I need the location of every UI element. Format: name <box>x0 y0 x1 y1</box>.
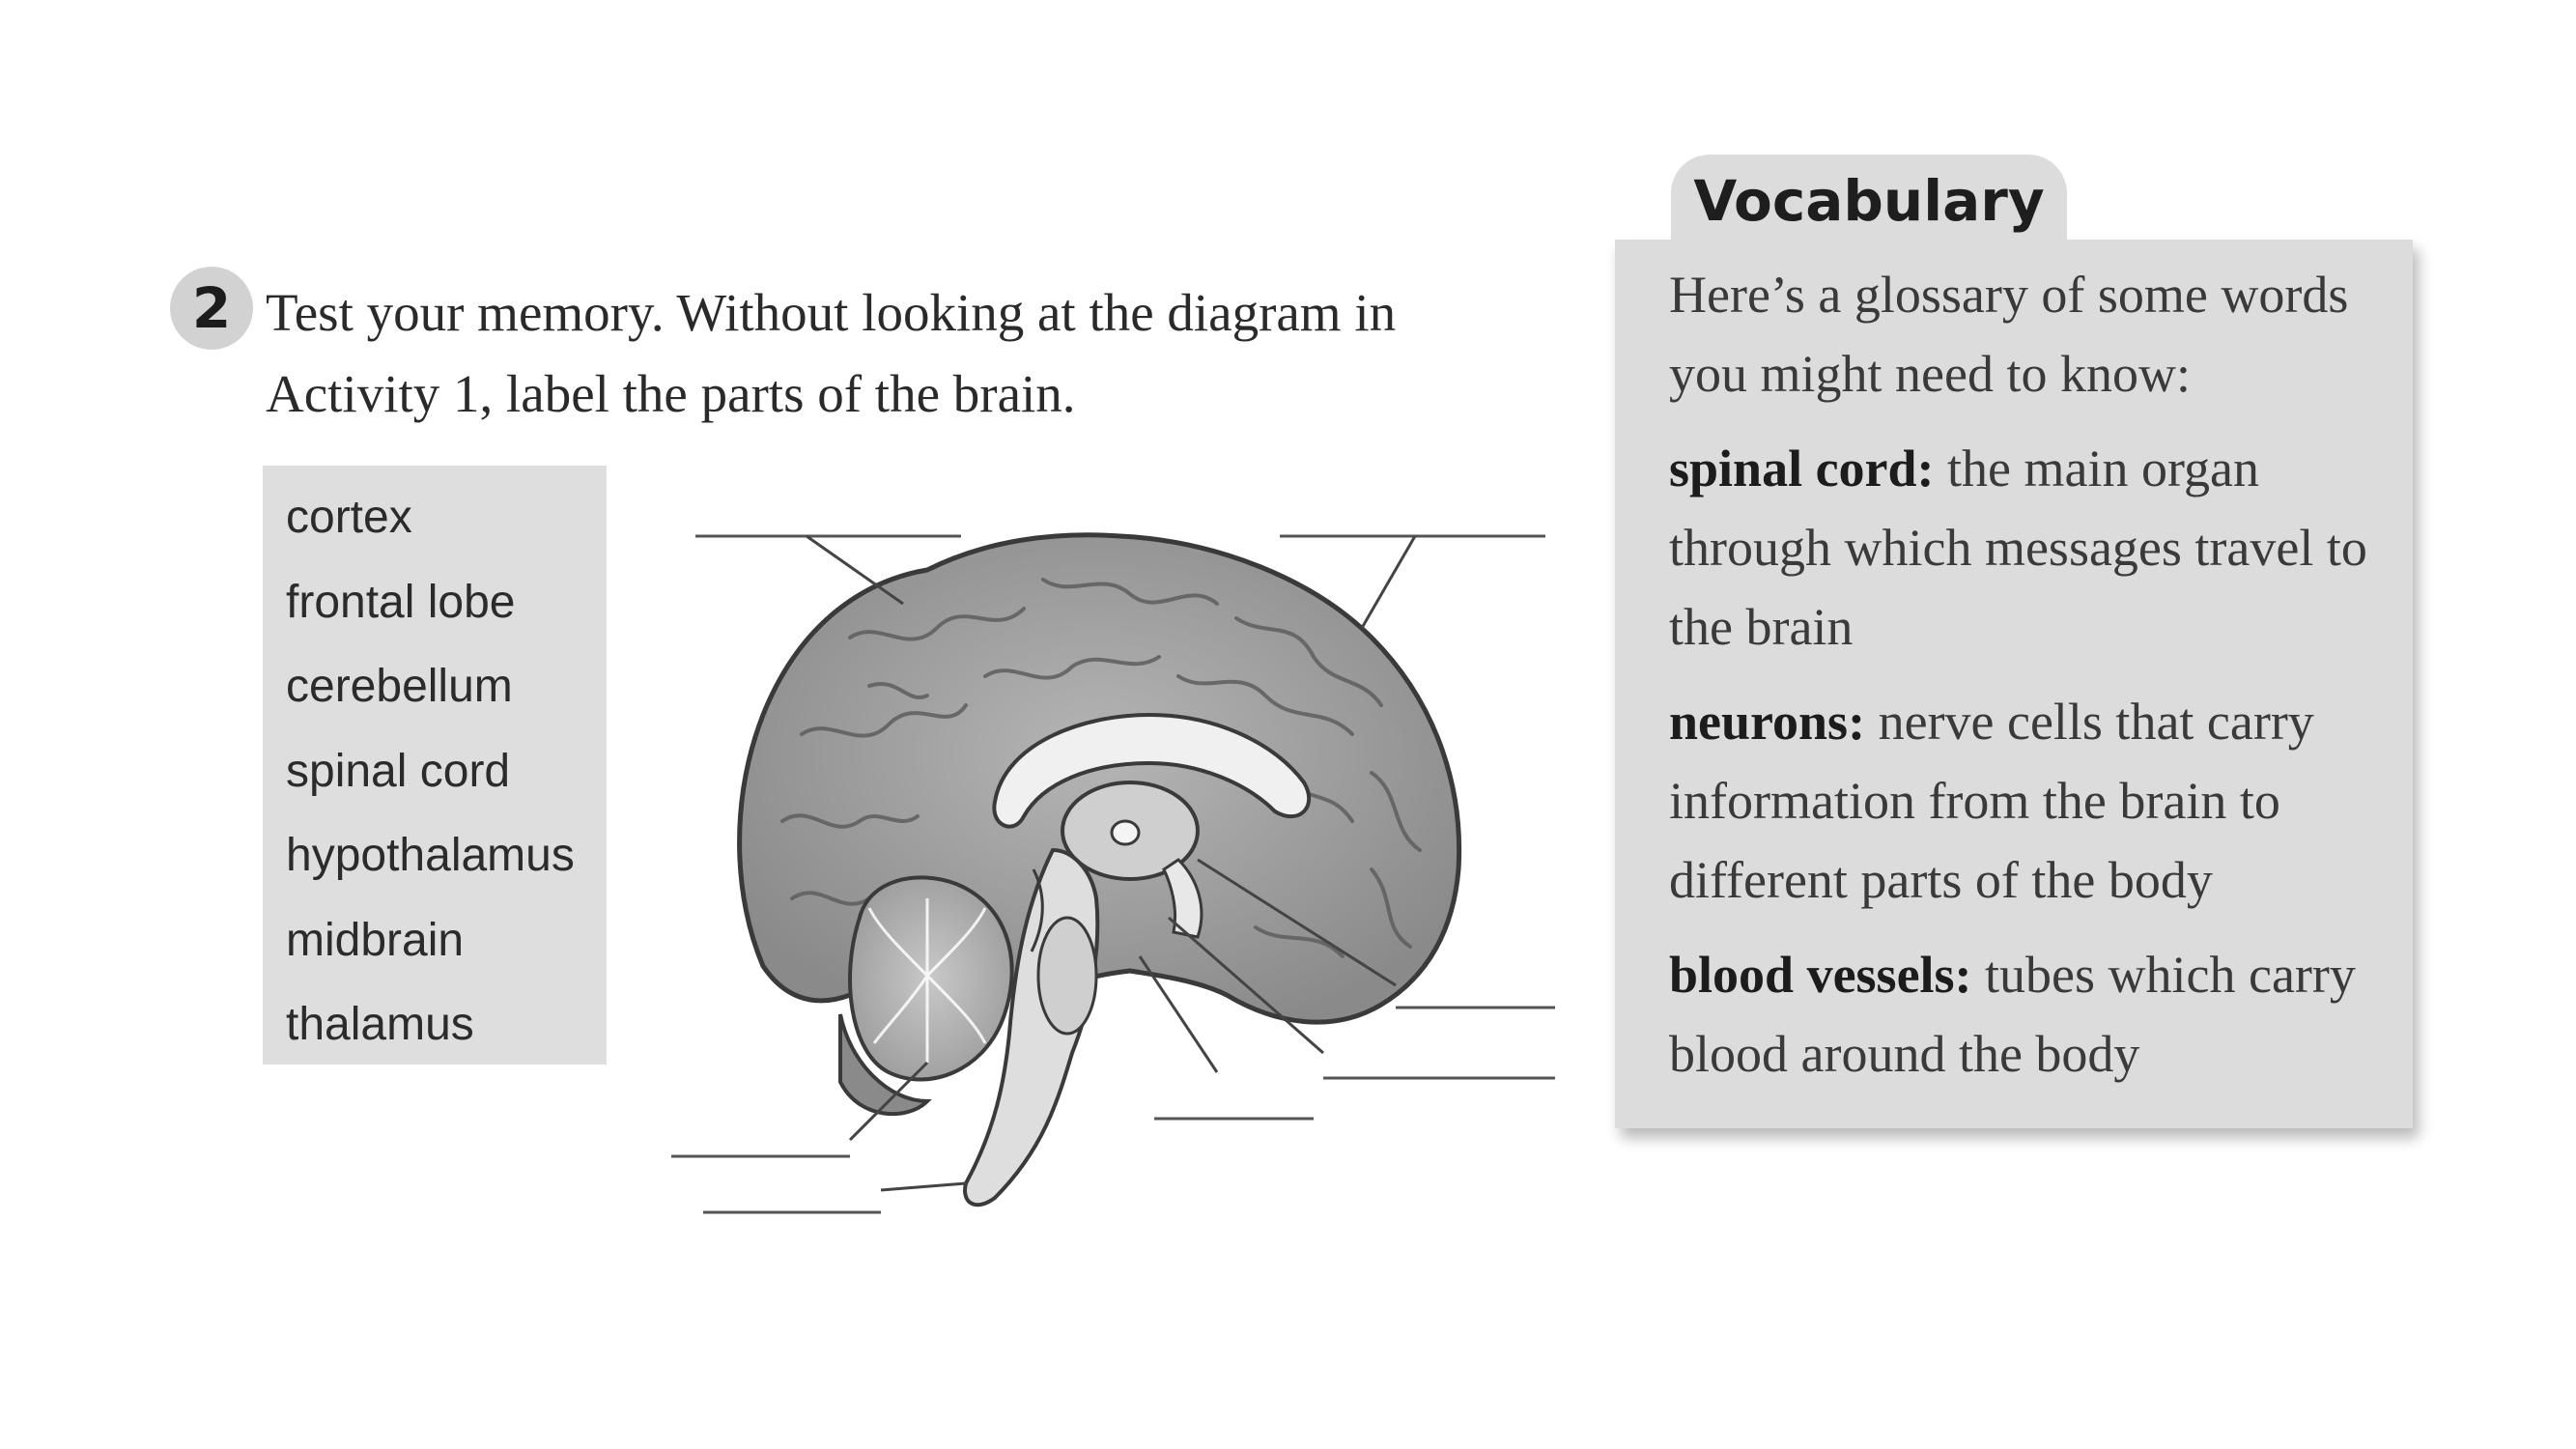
vocabulary-definition: nerve cells that carry information from the brain to different parts of the body <box>1669 693 2314 909</box>
word-bank-item: hypothalamus <box>286 830 575 881</box>
activity-number-badge: 2 <box>170 267 253 350</box>
instruction-line-2: Activity 1, label the parts of the brain. <box>266 364 1076 423</box>
vocabulary-entry <box>1669 935 2403 1094</box>
vocabulary-term: neurons: <box>1669 693 1866 751</box>
word-bank-item: cortex <box>286 492 412 543</box>
vocabulary-entry <box>1669 682 2403 920</box>
vocabulary-definition: tubes which carry blood around the body <box>1669 946 2356 1083</box>
vocabulary-title: Vocabulary <box>1693 168 2045 234</box>
vocabulary-definition: the main organ through which messages travel to the brain <box>1669 440 2367 656</box>
word-bank-item: midbrain <box>286 914 465 966</box>
vocabulary-intro: Here’s a glossary of some words you might need to know: <box>1669 266 2349 403</box>
instruction-line-1: Test your memory. Without looking at the diagram in <box>266 283 1397 342</box>
vocabulary-term: spinal cord: <box>1669 440 1935 497</box>
word-bank-item: frontal lobe <box>286 576 516 628</box>
word-bank-item: thalamus <box>286 999 474 1050</box>
vocabulary-entry <box>1669 429 2403 667</box>
vocabulary-body <box>1669 255 2403 1109</box>
brain-sagittal-section-icon <box>740 535 1459 1205</box>
word-bank-item: cerebellum <box>286 661 513 712</box>
vocabulary-term: blood vessels: <box>1669 946 1972 1004</box>
word-bank-item: spinal cord <box>286 745 511 797</box>
